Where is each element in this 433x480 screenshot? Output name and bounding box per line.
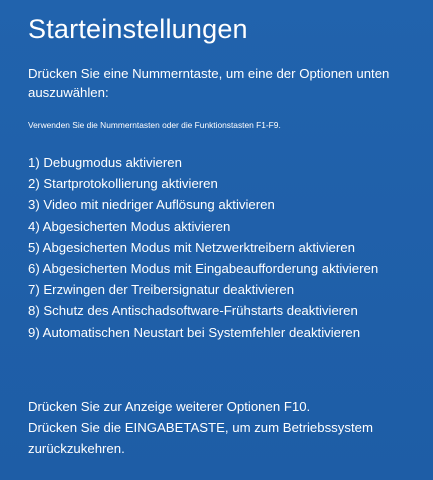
option-low-resolution-video[interactable]: 3) Video mit niedriger Auflösung aktivieren [28,197,275,213]
return-to-os-hint: Drücken Sie die EINGABETASTE, um zum Betriebssystem [28,420,373,435]
page-title: Starteinstellungen [28,14,248,44]
footer-instructions [28,396,423,459]
option-boot-logging[interactable]: 2) Startprotokollierung aktivieren [28,176,218,192]
option-safe-mode-command-prompt[interactable]: 6) Abgesicherten Modus mit Eingabeaufforderung aktivieren [28,261,379,277]
option-debug-mode[interactable]: 1) Debugmodus aktivieren [28,155,182,170]
more-options-hint: Drücken Sie zur Anzeige weiterer Optionen F10. [28,399,311,414]
option-disable-early-antimalware[interactable]: 8) Schutz des Antischadsoftware-Frühstarts deaktivieren [28,303,358,319]
option-disable-driver-signature[interactable]: 7) Erzwingen der Treibersignatur deaktivieren [28,282,295,298]
return-to-os-hint-continued: zurückzukehren. [28,441,125,456]
option-disable-auto-restart[interactable]: 9) Automatischen Neustart bei Systemfehler deaktivieren [28,324,361,340]
option-safe-mode-networking[interactable]: 5) Abgesicherten Modus mit Netzwerktreibern aktivieren [28,239,355,255]
key-hint-text: Verwenden Sie die Nummerntasten oder die Funktionstasten F1-F9. [28,120,281,130]
instructions-text: Drücken Sie eine Nummerntaste, um eine der Optionen unten auszuwählen: [28,66,390,100]
option-safe-mode[interactable]: 4) Abgesicherten Modus aktivieren [28,218,231,234]
startup-options-list [28,152,378,343]
